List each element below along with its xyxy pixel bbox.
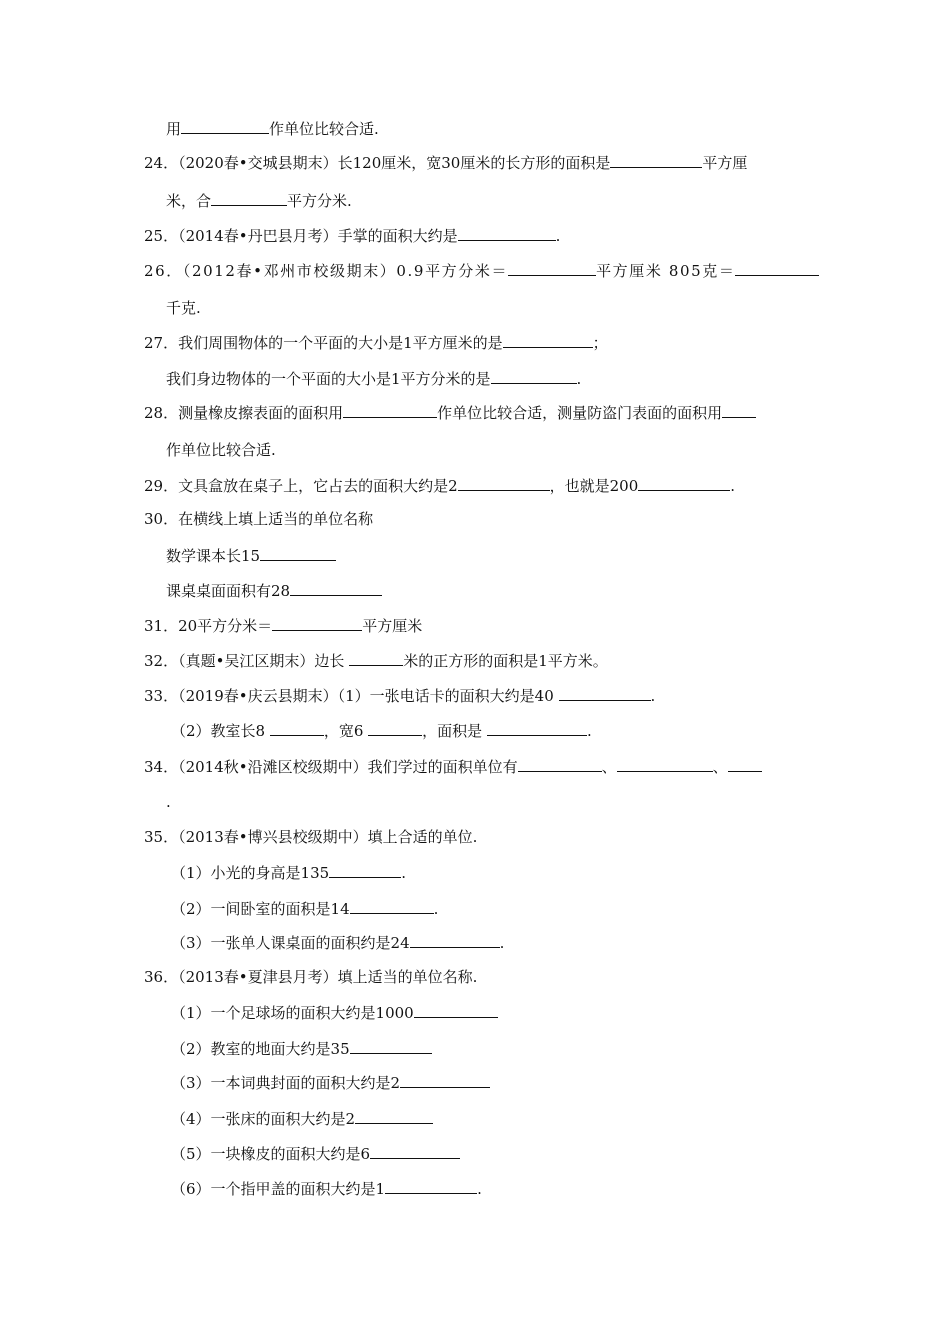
question-36 (144, 967, 477, 987)
blank[interactable] (638, 475, 730, 491)
blank[interactable] (518, 756, 602, 772)
question-34-continued (166, 792, 171, 812)
question-36-part-4 (171, 1108, 433, 1129)
question-30-part-1 (166, 545, 336, 566)
text: 平方厘米 (362, 617, 423, 635)
question-28-continued (166, 440, 276, 460)
text: 31．20平方分米＝ (144, 617, 273, 635)
blank[interactable] (329, 862, 401, 878)
text: （4）一张床的面积大约是2 (171, 1110, 356, 1128)
text: . (499, 934, 505, 952)
blank[interactable] (508, 260, 596, 276)
blank[interactable] (349, 650, 403, 666)
text: 平方分米. (287, 192, 352, 210)
line-23-continued (166, 118, 379, 139)
text: （2）教室长8 (171, 722, 270, 740)
text: （1）一个足球场的面积大约是1000 (171, 1004, 414, 1022)
question-35-part-3 (171, 932, 504, 953)
text: 平方厘 (702, 154, 748, 172)
text: 36．（2013春•夏津县月考）填上适当的单位名称. (144, 968, 478, 986)
text: 33．（2019春•庆云县期末）（1）一张电话卡的面积大约是40 (144, 687, 559, 705)
text: . (433, 900, 439, 918)
text: ； (592, 334, 608, 352)
text: 课桌桌面面积有28 (166, 582, 291, 600)
text: ，宽6 (323, 722, 369, 740)
text: . (555, 227, 561, 245)
question-26 (144, 260, 819, 281)
blank[interactable] (290, 580, 382, 596)
blank[interactable] (370, 1143, 460, 1159)
text: （3）一张单人课桌面的面积约是24 (171, 934, 410, 952)
blank[interactable] (503, 332, 593, 348)
blank[interactable] (458, 475, 550, 491)
question-36-part-3 (171, 1072, 490, 1093)
question-35-part-2 (171, 898, 438, 919)
text: 米，合 (166, 192, 212, 210)
question-26-continued (166, 298, 201, 318)
blank[interactable] (211, 190, 287, 206)
blank[interactable] (610, 152, 702, 168)
blank[interactable] (414, 1002, 498, 1018)
question-24-continued (166, 190, 352, 211)
text: 28．测量橡皮擦表面的面积用 (144, 404, 344, 422)
question-30 (144, 509, 373, 529)
question-32 (144, 650, 608, 671)
text: 平方厘米 805克＝ (596, 262, 736, 280)
text: （3）一本词典封面的面积大约是2 (171, 1074, 401, 1092)
text: ，也就是200 (549, 477, 639, 495)
question-35 (144, 827, 477, 847)
text: 作单位比较合适. (166, 441, 276, 459)
blank[interactable] (410, 932, 500, 948)
blank[interactable] (355, 1108, 433, 1124)
question-36-part-6 (171, 1178, 482, 1199)
blank[interactable] (181, 118, 269, 134)
blank[interactable] (350, 1038, 432, 1054)
text: . (401, 864, 406, 882)
text: 30．在横线上填上适当的单位名称 (144, 510, 374, 528)
question-24 (144, 152, 747, 173)
blank[interactable] (487, 720, 587, 736)
question-36-part-5 (171, 1143, 460, 1164)
text: 我们身边物体的一个平面的大小是1平方分米的是 (166, 370, 491, 388)
blank[interactable] (260, 545, 336, 561)
text: （1）小光的身高是135 (171, 864, 330, 882)
blank[interactable] (368, 720, 422, 736)
text: . (730, 477, 736, 495)
blank[interactable] (722, 402, 756, 418)
text: ，面积是 (422, 722, 487, 740)
question-30-part-2 (166, 580, 382, 601)
question-27-part-2 (166, 368, 581, 389)
text: （5）一块橡皮的面积大约是6 (171, 1145, 371, 1163)
text: 作单位比较合适，测量防盗门表面的面积用 (437, 404, 723, 422)
text: . (576, 370, 582, 388)
text: 26．（2012春•邓州市校级期末）0.9平方分米＝ (144, 262, 509, 280)
text: 作单位比较合适. (269, 120, 379, 138)
text: 千克. (166, 299, 201, 317)
text: （2）一间卧室的面积是14 (171, 900, 350, 918)
question-34 (144, 756, 762, 777)
text: 、 (712, 758, 728, 776)
text: 数学课本长15 (166, 547, 261, 565)
blank[interactable] (270, 720, 324, 736)
text: （2）教室的地面大约是35 (171, 1040, 350, 1058)
text: （6）一个指甲盖的面积大约是1 (171, 1180, 386, 1198)
text: . (586, 722, 592, 740)
blank[interactable] (617, 756, 713, 772)
text: 用 (166, 120, 182, 138)
text: 25．（2014春•丹巴县月考）手掌的面积大约是 (144, 227, 458, 245)
text: . (477, 1180, 482, 1198)
question-36-part-2 (171, 1038, 432, 1059)
blank[interactable] (491, 368, 577, 384)
question-27 (144, 332, 608, 353)
question-33-part-2 (171, 720, 592, 741)
text: 32．（真题•吴江区期末）边长 (144, 652, 350, 670)
question-25 (144, 225, 560, 246)
question-28 (144, 402, 756, 423)
blank[interactable] (559, 685, 651, 701)
blank[interactable] (400, 1072, 490, 1088)
blank[interactable] (272, 615, 362, 631)
text: 27．我们周围物体的一个平面的大小是1平方厘米的是 (144, 334, 503, 352)
text: 24．（2020春•交城县期末）长120厘米，宽30厘米的长方形的面积是 (144, 154, 611, 172)
question-36-part-1 (171, 1002, 498, 1023)
question-35-part-1 (171, 862, 406, 883)
question-31 (144, 615, 422, 636)
text: 、 (601, 758, 617, 776)
blank[interactable] (728, 756, 762, 772)
blank[interactable] (458, 225, 556, 241)
text: 35．（2013春•博兴县校级期中）填上合适的单位. (144, 828, 478, 846)
blank[interactable] (343, 402, 437, 418)
text: . (650, 687, 656, 705)
question-33 (144, 685, 655, 706)
blank[interactable] (350, 898, 434, 914)
blank[interactable] (385, 1178, 477, 1194)
text: 米的正方形的面积是1平方米。 (403, 652, 608, 670)
blank[interactable] (735, 260, 819, 276)
question-29 (144, 475, 735, 496)
text: 29．文具盒放在桌子上，它占去的面积大约是2 (144, 477, 458, 495)
text: . (166, 793, 171, 811)
text: 34．（2014秋•沿滩区校级期中）我们学过的面积单位有 (144, 758, 518, 776)
